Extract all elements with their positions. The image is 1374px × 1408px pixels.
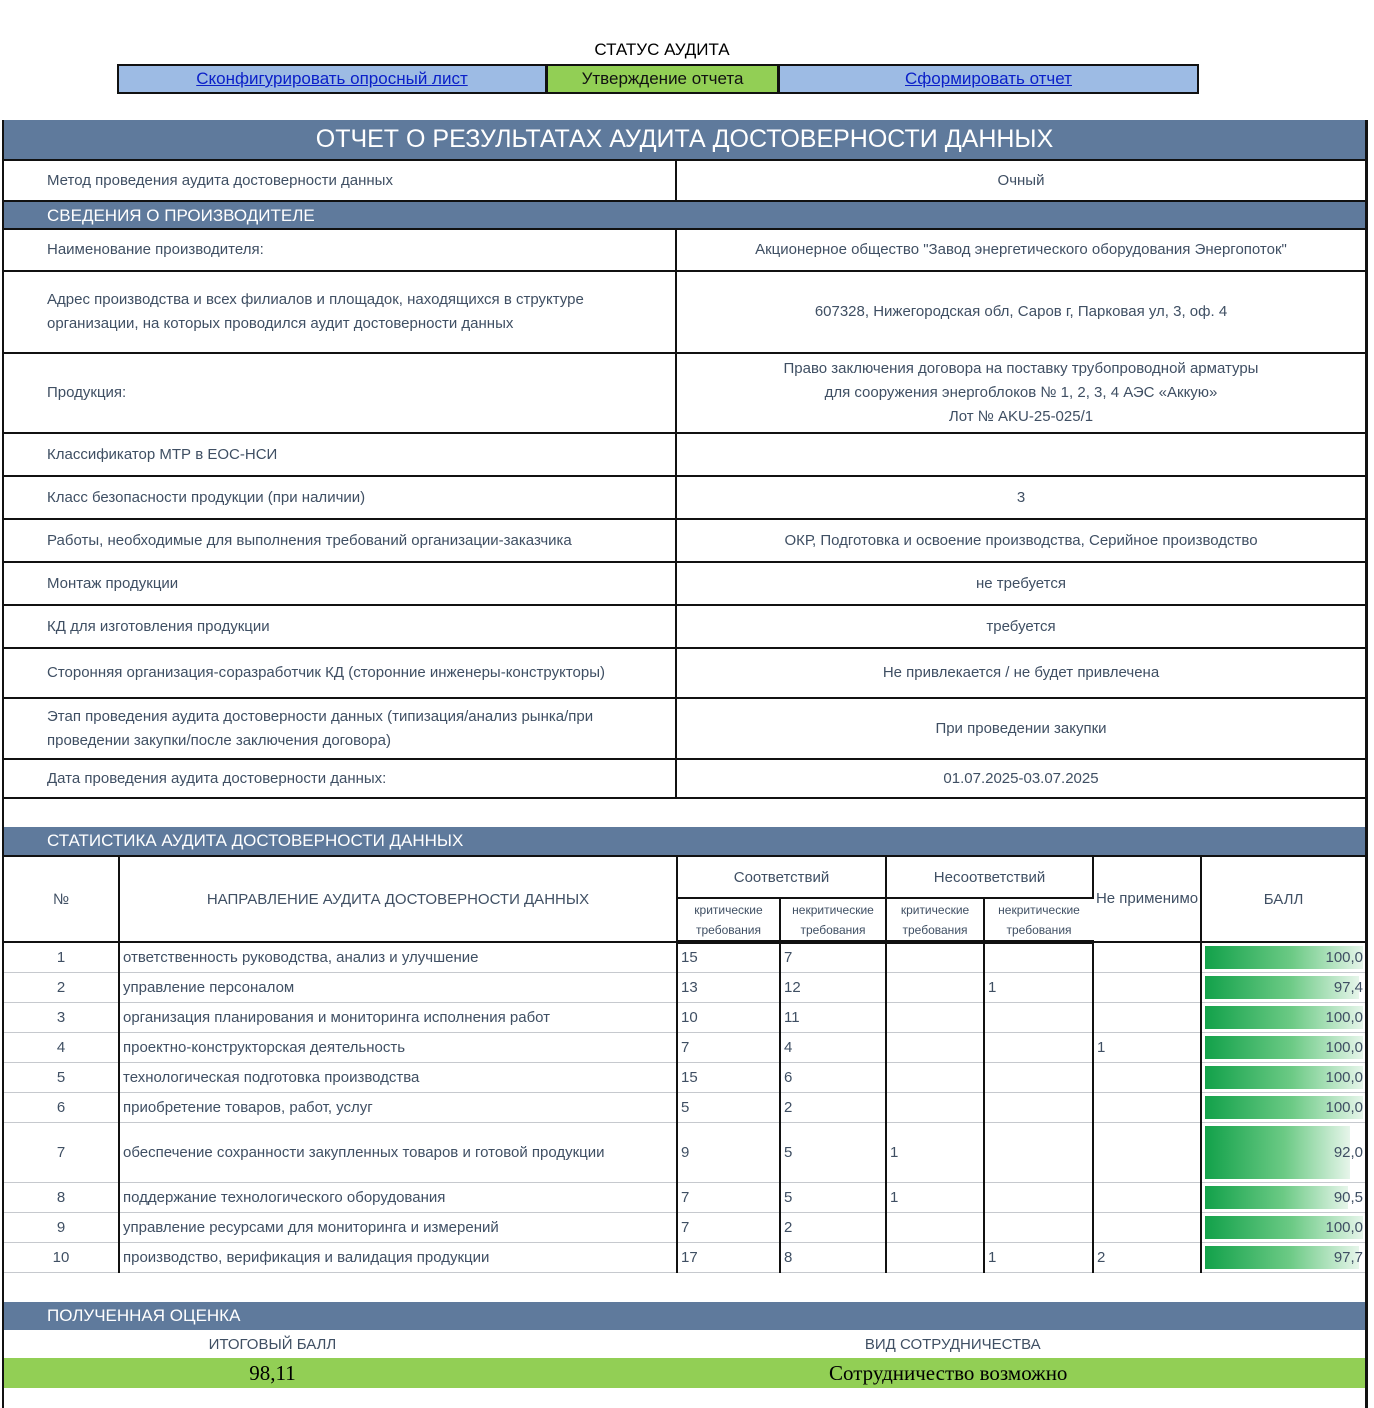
row-number: 9 [4, 1212, 119, 1242]
field-row [4, 649, 1365, 699]
col-header-noncritical: некритические требования [780, 898, 886, 942]
score-cell [1201, 1182, 1365, 1212]
not-applicable [1093, 972, 1201, 1002]
score-value: 100,0 [1325, 1008, 1364, 1026]
row-number: 7 [4, 1122, 119, 1182]
table-row [4, 1242, 1365, 1272]
field-label: Адрес производства и всех филиалов и площадок, находящихся в структуре организации, на которых проводился аудит достоверности данных [4, 272, 677, 352]
row-direction: приобретение товаров, работ, услуг [119, 1092, 677, 1122]
score-cell [1201, 1122, 1365, 1182]
row-direction: проектно-конструкторская деятельность [119, 1032, 677, 1062]
row-number: 4 [4, 1032, 119, 1062]
noncompliant-critical [886, 1032, 984, 1062]
compliant-critical: 7 [677, 1182, 780, 1212]
field-row [4, 228, 1365, 272]
compliant-noncritical: 5 [780, 1182, 886, 1212]
field-value: Акционерное общество "Завод энергетического оборудования Энергопоток" [755, 241, 1287, 258]
col-header-num: № [4, 856, 119, 942]
field-value: 3 [1016, 488, 1026, 506]
method-value: Очный [997, 171, 1045, 189]
field-value: 607328, Нижегородская обл, Саров г, Парковая ул, 3, оф. 4 [814, 303, 1228, 320]
product-line: Право заключения договора на поставку трубопроводной арматуры [783, 360, 1259, 377]
statistics-table [4, 855, 1365, 1273]
score-value: 90,5 [1333, 1188, 1364, 1206]
compliant-noncritical: 5 [780, 1122, 886, 1182]
row-number: 5 [4, 1062, 119, 1092]
score-cell [1201, 1212, 1365, 1242]
noncompliant-noncritical [984, 1062, 1093, 1092]
product-line: Лот № AKU-25-025/1 [948, 408, 1094, 425]
compliant-noncritical: 12 [780, 972, 886, 1002]
statistics-section-header: СТАТИСТИКА АУДИТА ДОСТОВЕРНОСТИ ДАННЫХ [4, 827, 1365, 855]
table-row [4, 1212, 1365, 1242]
row-number: 10 [4, 1242, 119, 1272]
noncompliant-noncritical [984, 942, 1093, 972]
row-direction: управление персоналом [119, 972, 677, 1002]
noncompliant-critical: 1 [886, 1182, 984, 1212]
row-number: 2 [4, 972, 119, 1002]
score-cell [1201, 1242, 1365, 1272]
field-label: Классификатор МТР в ЕОС-НСИ [4, 434, 677, 475]
configure-questionnaire-link[interactable]: Сконфигурировать опросный лист [119, 66, 548, 92]
field-value [677, 434, 1365, 475]
field-row [4, 434, 1365, 477]
noncompliant-critical: 1 [886, 1122, 984, 1182]
row-number: 8 [4, 1182, 119, 1212]
field-label: Продукция: [4, 354, 677, 432]
score-cell [1201, 942, 1365, 972]
cooperation-type-label: ВИД СОТРУДНИЧЕСТВА [864, 1336, 1041, 1353]
score-cell [1201, 1002, 1365, 1032]
field-label: Класс безопасности продукции (при наличии) [4, 477, 677, 518]
not-applicable: 1 [1093, 1032, 1201, 1062]
field-label: КД для изготовления продукции [4, 606, 677, 647]
col-header-compliant: Соответствий [677, 856, 886, 898]
row-direction: организация планирования и мониторинга исполнения работ [119, 1002, 677, 1032]
table-row [4, 972, 1365, 1002]
not-applicable [1093, 1092, 1201, 1122]
field-value [677, 354, 1365, 432]
score-value: 92,0 [1333, 1143, 1364, 1161]
field-value: ОКР, Подготовка и освоение производства, Серийное производство [784, 531, 1258, 549]
compliant-critical: 15 [677, 942, 780, 972]
compliant-noncritical: 6 [780, 1062, 886, 1092]
compliant-noncritical: 4 [780, 1032, 886, 1062]
status-title: СТАТУС АУДИТА [594, 40, 730, 59]
field-value: Не привлекается / не будет привлечена [882, 664, 1160, 681]
field-label: Наименование производителя: [4, 230, 677, 270]
col-header-noncompliant: Несоответствий [886, 856, 1093, 898]
field-row [4, 272, 1365, 354]
field-row [4, 699, 1365, 760]
not-applicable: 2 [1093, 1242, 1201, 1272]
field-label: Дата проведения аудита достоверности данных: [4, 760, 677, 797]
noncompliant-critical [886, 1062, 984, 1092]
audit-report [2, 120, 1368, 1408]
result-values [4, 1358, 1365, 1388]
score-cell [1201, 972, 1365, 1002]
col-header-direction: НАПРАВЛЕНИЕ АУДИТА ДОСТОВЕРНОСТИ ДАННЫХ [119, 856, 677, 942]
row-number: 1 [4, 942, 119, 972]
compliant-noncritical: 2 [780, 1212, 886, 1242]
score-cell [1201, 1032, 1365, 1062]
row-direction: ответственность руководства, анализ и улучшение [119, 942, 677, 972]
result-labels [4, 1330, 1365, 1359]
not-applicable [1093, 1182, 1201, 1212]
field-row [4, 606, 1365, 649]
report-title: ОТЧЕТ О РЕЗУЛЬТАТАХ АУДИТА ДОСТОВЕРНОСТИ ДАННЫХ [4, 120, 1365, 159]
noncompliant-critical [886, 1002, 984, 1032]
table-row [4, 1122, 1365, 1182]
score-cell [1201, 1092, 1365, 1122]
not-applicable [1093, 1212, 1201, 1242]
field-row [4, 477, 1365, 520]
field-value: не требуется [976, 574, 1066, 592]
table-row [4, 1002, 1365, 1032]
noncompliant-critical [886, 1212, 984, 1242]
col-header-noncritical: некритические требования [984, 898, 1093, 942]
field-row [4, 760, 1365, 799]
row-direction: обеспечение сохранности закупленных товаров и готовой продукции [119, 1122, 677, 1182]
score-value: 100,0 [1325, 1038, 1364, 1056]
total-score-label: ИТОГОВЫЙ БАЛЛ [208, 1336, 337, 1353]
noncompliant-noncritical [984, 1182, 1093, 1212]
field-label: Монтаж продукции [4, 563, 677, 604]
compliant-critical: 7 [677, 1032, 780, 1062]
table-row [4, 1182, 1365, 1212]
noncompliant-noncritical [984, 1032, 1093, 1062]
noncompliant-noncritical [984, 1092, 1093, 1122]
table-row [4, 1092, 1365, 1122]
score-value: 97,4 [1333, 978, 1364, 996]
noncompliant-critical [886, 972, 984, 1002]
noncompliant-critical [886, 1092, 984, 1122]
field-row [4, 520, 1365, 563]
col-header-critical: критические требования [886, 898, 984, 942]
method-row [4, 159, 1365, 202]
compliant-critical: 13 [677, 972, 780, 1002]
noncompliant-noncritical [984, 1122, 1093, 1182]
field-label: Работы, необходимые для выполнения требований организации-заказчика [4, 520, 677, 561]
score-value: 100,0 [1325, 948, 1364, 966]
result-section-header: ПОЛУЧЕННАЯ ОЦЕНКА [4, 1302, 1365, 1330]
col-header-critical: критические требования [677, 898, 780, 942]
row-direction: производство, верификация и валидация продукции [119, 1242, 677, 1272]
manufacturer-section-header: СВЕДЕНИЯ О ПРОИЗВОДИТЕЛЕ [4, 202, 1365, 229]
col-header-score: БАЛЛ [1201, 856, 1365, 942]
noncompliant-noncritical: 1 [984, 1242, 1093, 1272]
col-header-not-applicable: Не применимо [1093, 856, 1201, 942]
field-value: 01.07.2025-03.07.2025 [943, 769, 1099, 787]
noncompliant-critical [886, 1242, 984, 1272]
noncompliant-noncritical: 1 [984, 972, 1093, 1002]
table-row [4, 942, 1365, 972]
row-direction: технологическая подготовка производства [119, 1062, 677, 1092]
product-line: для сооружения энергоблоков № 1, 2, 3, 4 АЭС «Аккую» [824, 384, 1218, 401]
compliant-noncritical: 8 [780, 1242, 886, 1272]
row-direction: управление ресурсами для мониторинга и измерений [119, 1212, 677, 1242]
compliant-critical: 7 [677, 1212, 780, 1242]
method-label: Метод проведения аудита достоверности данных [4, 161, 677, 200]
compliant-critical: 10 [677, 1002, 780, 1032]
field-value: При проведении закупки [935, 719, 1107, 737]
field-row [4, 354, 1365, 434]
not-applicable [1093, 1002, 1201, 1032]
score-cell [1201, 1062, 1365, 1092]
row-number: 3 [4, 1002, 119, 1032]
cooperation-type-value: Сотрудничество возможно [829, 1360, 1068, 1385]
noncompliant-critical [886, 942, 984, 972]
report-approval-step: Утверждение отчета [548, 66, 780, 92]
total-score-value: 98,11 [249, 1360, 296, 1385]
generate-report-link[interactable]: Сформировать отчет [780, 66, 1197, 92]
compliant-noncritical: 11 [780, 1002, 886, 1032]
compliant-critical: 15 [677, 1062, 780, 1092]
compliant-noncritical: 2 [780, 1092, 886, 1122]
table-row [4, 1032, 1365, 1062]
compliant-critical: 5 [677, 1092, 780, 1122]
field-value: требуется [986, 617, 1056, 635]
score-value: 97,7 [1333, 1248, 1364, 1266]
noncompliant-noncritical [984, 1002, 1093, 1032]
not-applicable [1093, 1122, 1201, 1182]
compliant-critical: 17 [677, 1242, 780, 1272]
compliant-noncritical: 7 [780, 942, 886, 972]
not-applicable [1093, 1062, 1201, 1092]
field-label: Этап проведения аудита достоверности данных (типизация/анализ рынка/при проведении закупки/после заключения договора) [4, 699, 677, 758]
table-row [4, 1062, 1365, 1092]
field-label: Сторонняя организация-соразработчик КД (сторонние инженеры-конструкторы) [4, 649, 677, 697]
score-value: 100,0 [1325, 1098, 1364, 1116]
score-value: 100,0 [1325, 1068, 1364, 1086]
status-bar [117, 64, 1199, 94]
not-applicable [1093, 942, 1201, 972]
row-direction: поддержание технологического оборудования [119, 1182, 677, 1212]
row-number: 6 [4, 1092, 119, 1122]
noncompliant-noncritical [984, 1212, 1093, 1242]
compliant-critical: 9 [677, 1122, 780, 1182]
field-row [4, 563, 1365, 606]
score-value: 100,0 [1325, 1218, 1364, 1236]
